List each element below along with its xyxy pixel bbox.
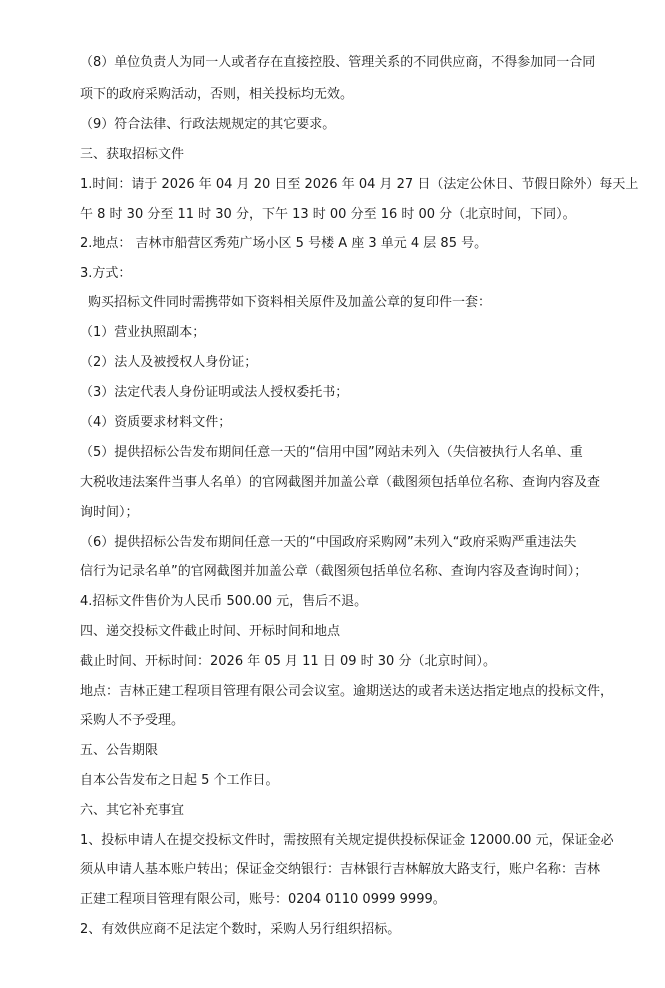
text-line: 正建工程项目管理有限公司，账号：0204 0110 0999 9999。 bbox=[80, 892, 446, 907]
list-item: （5）提供招标公告发布期间任意一天的“信用中国”网站未列入（失信被执行人名单、重 bbox=[80, 445, 583, 460]
section-heading: 三、获取招标文件 bbox=[80, 147, 185, 162]
text-line: 1、投标申请人在提交投标文件时，需按照有关规定提供投标保证金 12000.00 元，保证金必 bbox=[80, 833, 614, 848]
list-item: （6）提供招标公告发布期间任意一天的“中国政府采购网”未列入“政府采购严重违法失 bbox=[80, 535, 577, 550]
list-item: （3）法定代表人身份证明或法人授权委托书； bbox=[80, 385, 349, 400]
text-line: 3.方式： bbox=[80, 266, 132, 281]
list-item: （1）营业执照副本； bbox=[80, 325, 206, 340]
text-line: 购买招标文件同时需携带如下资料相关原件及加盖公章的复印件一套： bbox=[88, 295, 492, 310]
text-line: （8）单位负责人为同一人或者存在直接控股、管理关系的不同供应商，不得参加同一合同 bbox=[80, 55, 596, 70]
text-line: 项下的政府采购活动，否则，相关投标均无效。 bbox=[80, 87, 354, 102]
text-line: 地点：吉林正建工程项目管理有限公司会议室。逾期送达的或者未送达指定地点的投标文件， bbox=[80, 684, 614, 699]
text-line: 2、有效供应商不足法定个数时，采购人另行组织招标。 bbox=[80, 922, 401, 937]
section-heading: 五、公告期限 bbox=[80, 743, 159, 758]
list-item: （2）法人及被授权人身份证； bbox=[80, 355, 258, 370]
section-heading: 六、其它补充事宜 bbox=[80, 803, 185, 818]
text-line: 大税收违法案件当事人名单）的官网截图并加盖公章（截图须包括单位名称、查询内容及查 bbox=[80, 475, 601, 490]
text-line: （9）符合法律、行政法规规定的其它要求。 bbox=[80, 117, 336, 132]
section-heading: 四、递交投标文件截止时间、开标时间和地点 bbox=[80, 624, 341, 639]
text-line: 信行为记录名单”的官网截图并加盖公章（截图须包括单位名称、查询内容及查询时间）； bbox=[80, 564, 588, 579]
text-line: 询时间）； bbox=[80, 505, 139, 520]
text-line: 午 8 时 30 分至 11 时 30 分，下午 13 时 00 分至 16 时 00 分（北京时间，下同）。 bbox=[80, 207, 576, 222]
list-item: （4）资质要求材料文件； bbox=[80, 415, 232, 430]
text-line: 1.时间：请于 2026 年 04 月 20 日至 2026 年 04 月 27 日（法定公休日、节假日除外）每天上 bbox=[80, 177, 639, 192]
text-line: 截止时间、开标时间：2026 年 05 月 11 日 09 时 30 分（北京时间）。 bbox=[80, 654, 496, 669]
text-line: 采购人不予受理。 bbox=[80, 713, 185, 728]
text-line: 4.招标文件售价为人民币 500.00 元，售后不退。 bbox=[80, 594, 368, 609]
text-line: 2.地点： 吉林市船营区秀苑广场小区 5 号楼 A 座 3 单元 4 层 85 号。 bbox=[80, 236, 488, 251]
text-line: 须从申请人基本账户转出；保证金交纳银行：吉林银行吉林解放大路支行，账户名称：吉林 bbox=[80, 862, 601, 877]
text-line: 自本公告发布之日起 5 个工作日。 bbox=[80, 773, 279, 788]
